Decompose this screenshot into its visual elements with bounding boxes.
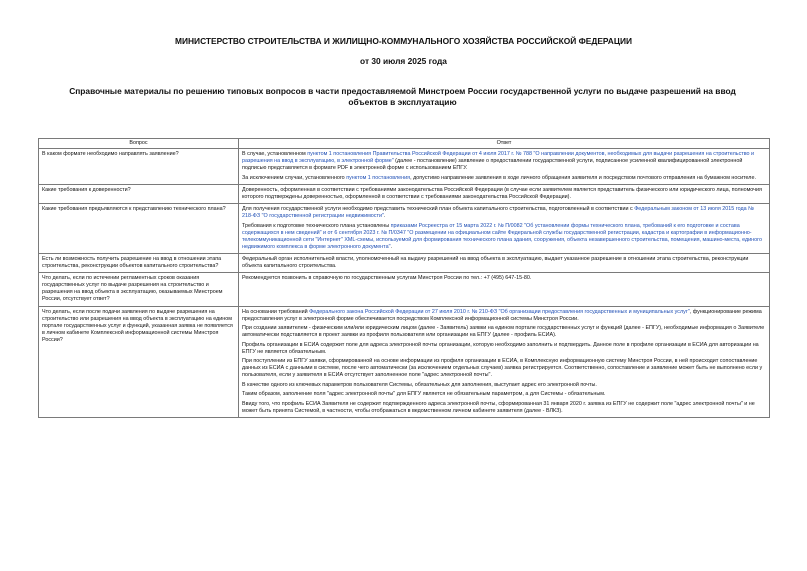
answer-text: Для получения государственной услуги необходимо представить технический план объекта капитального строительства, подготовленный в соответствии с <box>242 206 635 213</box>
answer-text: На основании требований <box>242 308 310 315</box>
document-title: Справочные материалы по решению типовых вопросов в части предоставляемой Минстроем России государственной услуги по выдаче разрешений на ввод объектов в эксплуатацию <box>69 86 736 107</box>
document-link[interactable]: приказами Росреестра от 15 марта 2022 г. № П/0082 "Об установлении формы технического плана, требований к его подготовке и состава содержащихся в нем сведений" и от 6 сентября 2023 г. № П/0347 "О размещении на официальном сайте Федеральной службы государственной регистрации, кадастра и картографии в информационно- телекоммуникационной сети "Интернет" XML-схемы, используемой для формирования технического плана здания, сооружения, объекта незавершенного строительства, помещения, машино-места, единого недвижимого комплекса в форме электронного документа" <box>242 222 763 250</box>
answer-paragraph <box>242 187 766 201</box>
table-body <box>39 149 770 418</box>
table-header-row <box>39 139 770 149</box>
answer-text: Доверенность, оформленная в соответствии с требованиями законодательства Российской Федерации (в случае если заявителем является представитель физического или юридического лица, полномочия которого подтверждены доверенностью, оформленной в соответствии с требованиями законодательства Российской Федерации). <box>242 186 762 200</box>
document-link[interactable]: Федеральным законом от 13 июля 2015 года № 218-ФЗ "О государственной регистрации недвижимости" <box>242 206 754 220</box>
answer-cell <box>239 149 770 185</box>
answer-text: Профиль организации в ЕСИА содержит поле для адреса электронной почты организации, которую необходимо заполнить и подтвердить. Данное поле в профиле организации в ЕСИА для авторизации на ЕПГУ не является обязательным. <box>242 341 759 355</box>
answer-paragraph <box>242 223 766 251</box>
answer-cell <box>239 184 770 203</box>
table-row <box>39 306 770 418</box>
answer-text: Требования к подготовке технического плана установлены <box>242 222 391 229</box>
answer-paragraph <box>242 358 766 379</box>
answer-text: Таким образом, заполнение поля "адрес электронной почты" для ЕПГУ является не обязательным параметром, а для Системы - обязательным. <box>242 391 606 398</box>
ministry-heading: МИНИСТЕРСТВО СТРОИТЕЛЬСТВА И ЖИЛИЩНО-КОММУНАЛЬНОГО ХОЗЯЙСТВА РОССИЙСКОЙ ФЕДЕРАЦИИ <box>175 36 632 46</box>
answer-cell <box>239 204 770 254</box>
qa-table <box>38 138 770 418</box>
answer-cell <box>239 306 770 418</box>
answer-text: За исключением случаи, установленного <box>242 174 347 181</box>
answer-paragraph <box>242 401 766 415</box>
question-cell: Какие требования к доверенности? <box>39 184 239 203</box>
answer-text: . <box>383 213 386 220</box>
answer-text: Рекомендуется позвонить в справочную по государственным услугам Минстроя России по тел.: +7 (495) 647-15-80. <box>242 275 532 282</box>
document-link[interactable]: пунктом 1 постановления <box>346 174 411 181</box>
answer-paragraph <box>242 175 766 182</box>
question-cell: Что делать, если по истечении регламентных сроков оказания государственных услуг по выдаче разрешения на строительство и разрешения на ввод объекта в эксплуатацию, оказываемых Минстроем России, отсутствует ответ? <box>39 273 239 306</box>
answer-paragraph <box>242 275 766 282</box>
answer-text: . <box>390 243 392 250</box>
question-cell: В каком формате необходимо направлять заявление? <box>39 149 239 185</box>
column-header-answer: Ответ <box>239 139 770 149</box>
table-row <box>39 184 770 203</box>
answer-paragraph <box>242 256 766 270</box>
answer-text: При создании заявителем - физическим или/или юридическим лицом (далее - Заявитель) заявки на едином портале государственных услуг и функций (далее - ЕПГУ), необходимые информация о Заявителе автоматически подставляется в проект заявки из профиля пользователя или организации на ЕПГУ (далее - профиль ЕСИА). <box>242 325 765 339</box>
answer-cell <box>239 273 770 306</box>
answer-text: , допустимо направление заявления в ходе личного обращения заявителя и посредством почтового отправления на бумажном носителе. <box>410 174 756 181</box>
table-row <box>39 204 770 254</box>
answer-text: , функционирование режима предоставления услуг в электронной форме обеспечивается посредством Комплексной информационной системы Минстроя России. <box>242 308 762 322</box>
answer-paragraph <box>242 342 766 356</box>
column-header-question: Вопрос <box>39 139 239 149</box>
document-link[interactable]: пунктом 1 постановления Правительства Российской Федерации от 4 июля 2017 г. № 788 "О направлении документов, необходимых для выдачи разрешения на строительство и разрешения на ввод в эксплуатацию, в электронной форме" <box>242 151 755 165</box>
answer-text: Федеральный орган исполнительной власти, уполномоченный на выдачу разрешений на ввод объекта в эксплуатацию, выдает указанное разрешение в отношении этапа строительства, реконструкции объекта капитального строительства. <box>242 256 749 270</box>
answer-paragraph <box>242 151 766 172</box>
answer-paragraph <box>242 391 766 398</box>
answer-text: При поступлении из ЕПГУ заявки, сформированной на основе информации из профиля организации в ЕСИА, в Комплексную информационную систему Минстроя России, в ней происходит сопоставление данных из ЕСИА с данными в системе, после чего автоматически (за исключением отдельных случаев) заявка регистрируется. Соответственно, сопоставление и заявление может быть не выполнено если у пользователя, если у заявителя в ЕСИА отсутствует заполненное поле "адрес электронной почты". <box>242 358 763 379</box>
document-date: от 30 июля 2025 года <box>360 56 447 66</box>
answer-paragraph <box>242 382 766 389</box>
table-row <box>39 273 770 306</box>
answer-text: (далее - постановление) заявление о предоставлении государственной услуги, подписанное усиленной квалифицированной электронной подписью представляется в формате PDF в электронной форме с использованием ЕПГУ. <box>242 158 743 172</box>
answer-text: Ввиду того, что профиль ЕСИА Заявителя не содержит подтвержденного адреса электронной почты, сформированная 31 января 2020 г. заявка из ЕПГУ не содержит поле "адрес электронной почты" и не может быть принята Системой, в частности, чтобы отображаться в ведомственном личном кабинете заявителя (далее - ВЛКЗ). <box>242 400 755 415</box>
document-link[interactable]: Федерального закона Российской Федерации от 27 июля 2010 г. № 210-ФЗ "Об организации предоставления государственных и муниципальных услуг" <box>309 308 690 315</box>
answer-paragraph <box>242 206 766 220</box>
question-cell: Что делать, если после подачи заявления по выдаче разрешения на строительство или разрешения на ввод объекта в эксплуатацию на едином портале государственных услуг и функций, указанная заявка не появляется в личном кабинете Комплексной информационной системы Минстроя России? <box>39 306 239 418</box>
question-cell: Какие требования предъявляются к представлению технического плана? <box>39 204 239 254</box>
answer-cell <box>239 254 770 273</box>
question-cell: Есть ли возможность получить разрешение на ввод в отношении этапа строительства, реконструкции объектов капитального строительства? <box>39 254 239 273</box>
table-row <box>39 149 770 185</box>
answer-text: В качестве одного из ключевых параметров пользователя Системы, обязательных для заполнения, выступает адрес его электронной почты. <box>242 381 597 388</box>
table-row <box>39 254 770 273</box>
answer-text: В случае, установленном <box>242 151 308 158</box>
answer-paragraph <box>242 325 766 339</box>
answer-paragraph <box>242 309 766 323</box>
